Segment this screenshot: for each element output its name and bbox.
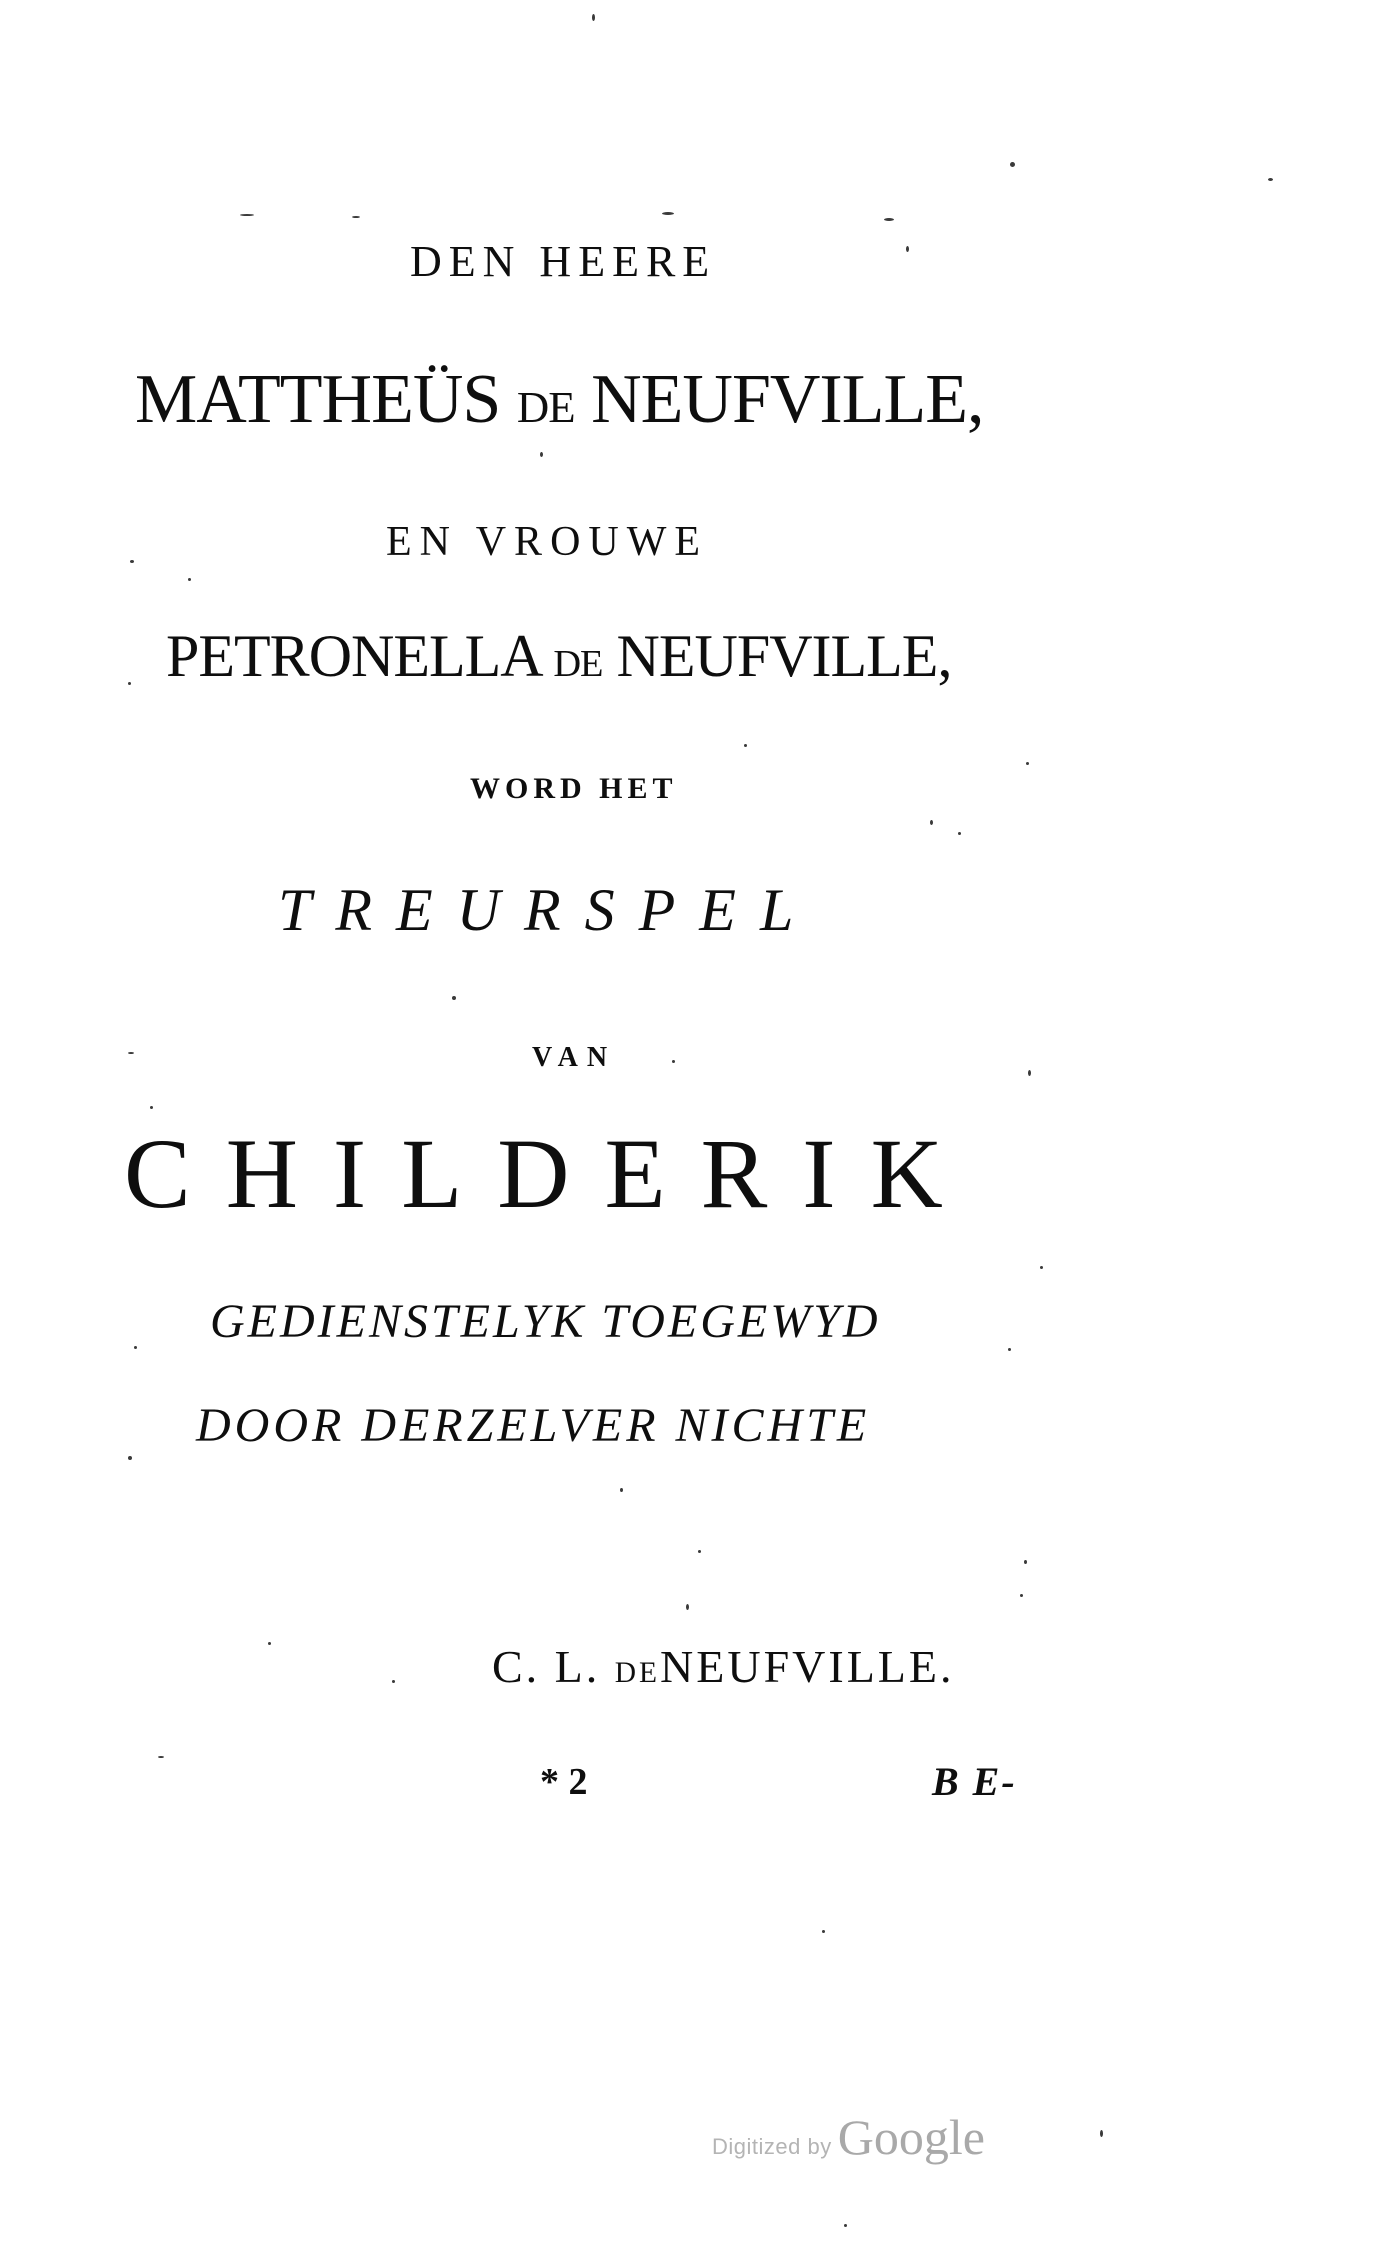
scan-speck bbox=[698, 1550, 701, 1553]
scan-speck bbox=[620, 1488, 623, 1492]
scan-speck bbox=[352, 216, 360, 218]
scan-speck bbox=[158, 1756, 164, 1758]
google-logo: Google bbox=[837, 2109, 985, 2165]
catchword: B E- bbox=[932, 1759, 1017, 1804]
scan-speck bbox=[592, 14, 595, 21]
name1-surname: NEUFVILLE, bbox=[591, 361, 984, 438]
dedication-line-word-het: WORD HET bbox=[470, 772, 678, 805]
dedication-line-en-vrouwe: EN VROUWE bbox=[386, 519, 709, 565]
scan-speck bbox=[128, 682, 131, 685]
name1-given: MATTHEÜS bbox=[135, 361, 501, 438]
scan-speck bbox=[1020, 1594, 1023, 1597]
author-particle: DE bbox=[614, 1657, 661, 1689]
scan-speck bbox=[844, 2224, 847, 2227]
scan-speck bbox=[930, 820, 933, 825]
scan-speck bbox=[130, 560, 134, 563]
scan-speck bbox=[958, 832, 961, 835]
google-watermark bbox=[712, 2108, 985, 2166]
scan-speck bbox=[134, 1346, 137, 1349]
dedication-line-van: VAN bbox=[532, 1042, 617, 1073]
scan-speck bbox=[1268, 178, 1273, 181]
scan-speck bbox=[392, 1680, 395, 1683]
scan-speck bbox=[452, 996, 456, 1000]
scan-speck bbox=[822, 1930, 825, 1933]
scan-speck bbox=[240, 214, 254, 216]
scan-speck bbox=[188, 578, 191, 581]
dedication-line-door: DOOR DERZELVER NICHTE bbox=[196, 1399, 871, 1452]
author-initials: C. L. bbox=[492, 1641, 601, 1692]
author-signature bbox=[492, 1640, 955, 1693]
name2-surname: NEUFVILLE, bbox=[616, 623, 952, 689]
watermark-prefix: Digitized by bbox=[712, 2134, 832, 2159]
name2-particle: DE bbox=[553, 643, 603, 685]
scan-speck bbox=[686, 1604, 689, 1610]
name1-particle: DE bbox=[516, 382, 575, 432]
scan-speck bbox=[1040, 1266, 1043, 1269]
dedication-name-petronella bbox=[166, 622, 951, 691]
scan-speck bbox=[1024, 1560, 1027, 1564]
scan-speck bbox=[1028, 1070, 1031, 1076]
scan-speck bbox=[540, 452, 543, 457]
scan-speck bbox=[150, 1106, 153, 1109]
scan-speck bbox=[1010, 162, 1015, 167]
scan-speck bbox=[906, 246, 909, 252]
scan-speck bbox=[744, 744, 747, 747]
scan-speck bbox=[1026, 762, 1029, 765]
dedication-line-den-heere: DEN HEERE bbox=[410, 237, 717, 286]
scan-speck bbox=[662, 212, 674, 215]
scan-speck bbox=[884, 218, 894, 221]
scan-speck bbox=[1008, 1348, 1011, 1351]
name2-given: PETRONELLA bbox=[166, 623, 540, 689]
scan-speck bbox=[672, 1060, 675, 1063]
dedication-line-childerik: CHILDERIK bbox=[124, 1118, 978, 1229]
dedication-line-treurspel: TREURSPEL bbox=[278, 877, 818, 943]
dedication-name-mattheus bbox=[135, 360, 984, 440]
signature-mark: * 2 bbox=[540, 1761, 588, 1803]
scan-speck bbox=[268, 1642, 271, 1645]
dedication-line-gedienstelyk: GEDIENSTELYK TOEGEWYD bbox=[210, 1295, 881, 1348]
scan-speck bbox=[128, 1052, 134, 1054]
scan-speck bbox=[128, 1456, 132, 1460]
scan-speck bbox=[1100, 2130, 1103, 2137]
author-surname: NEUFVILLE. bbox=[660, 1641, 955, 1692]
